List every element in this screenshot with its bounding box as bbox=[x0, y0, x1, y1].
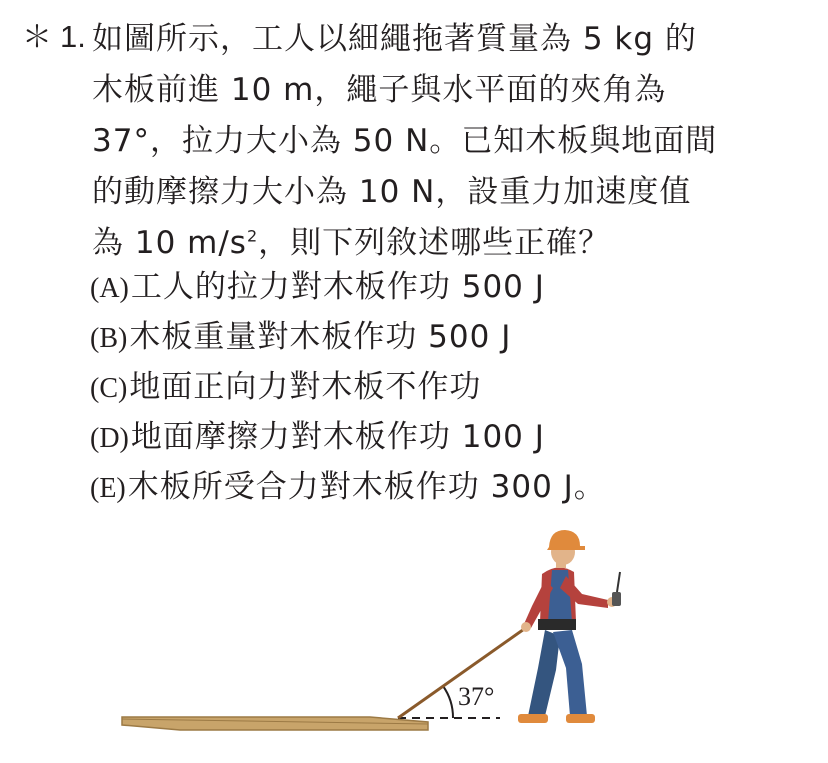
stem-line-5-tail: ，則下列敘述哪些正確？ bbox=[258, 225, 611, 261]
option-text: 工人的拉力對木板作功 500 J bbox=[130, 269, 545, 305]
option-label: (C) bbox=[90, 373, 128, 404]
option-text: 木板重量對木板作功 500 J bbox=[129, 319, 512, 355]
handheld-device-icon bbox=[612, 592, 621, 606]
stem-line-1: 如圖所示，工人以細繩拖著質量為 5 kg 的 bbox=[92, 21, 697, 57]
worker-front-shoe bbox=[566, 714, 595, 723]
stem-line-3: 37°，拉力大小為 50 N。已知木板與地面間 bbox=[92, 123, 718, 159]
wooden-board bbox=[122, 717, 428, 730]
angle-label: 37° bbox=[458, 682, 495, 711]
angle-arc bbox=[443, 686, 453, 718]
option-text: 木板所受合力對木板作功 300 J。 bbox=[127, 469, 606, 505]
option-label: (B) bbox=[90, 323, 128, 354]
stem-line-2: 木板前進 10 m，繩子與水平面的夾角為 bbox=[92, 72, 667, 108]
device-antenna bbox=[617, 572, 620, 592]
option-text: 地面正向力對木板不作功 bbox=[129, 369, 482, 405]
worker-belt bbox=[538, 619, 576, 630]
worker-back-shoe bbox=[518, 714, 548, 723]
worker-back-hand bbox=[521, 622, 531, 632]
stem-line-4: 的動摩擦力大小為 10 N，設重力加速度值 bbox=[92, 174, 692, 210]
stem-line-5-head: 為 10 m/s bbox=[92, 225, 247, 261]
question-number-text: 1. bbox=[60, 19, 86, 54]
worker-overalls-bib bbox=[548, 570, 572, 622]
option-label: (E) bbox=[90, 473, 126, 504]
option-text: 地面摩擦力對木板作功 100 J bbox=[130, 419, 545, 455]
hard-hat-icon bbox=[547, 530, 585, 550]
worker-back-leg bbox=[528, 630, 560, 716]
exponent: 2 bbox=[246, 226, 259, 246]
worker-figure bbox=[518, 530, 621, 723]
worker-front-leg bbox=[553, 630, 587, 716]
option-label: (D) bbox=[90, 423, 129, 454]
asterisk-marker: ＊ bbox=[22, 21, 52, 54]
option-label: (A) bbox=[90, 273, 129, 304]
